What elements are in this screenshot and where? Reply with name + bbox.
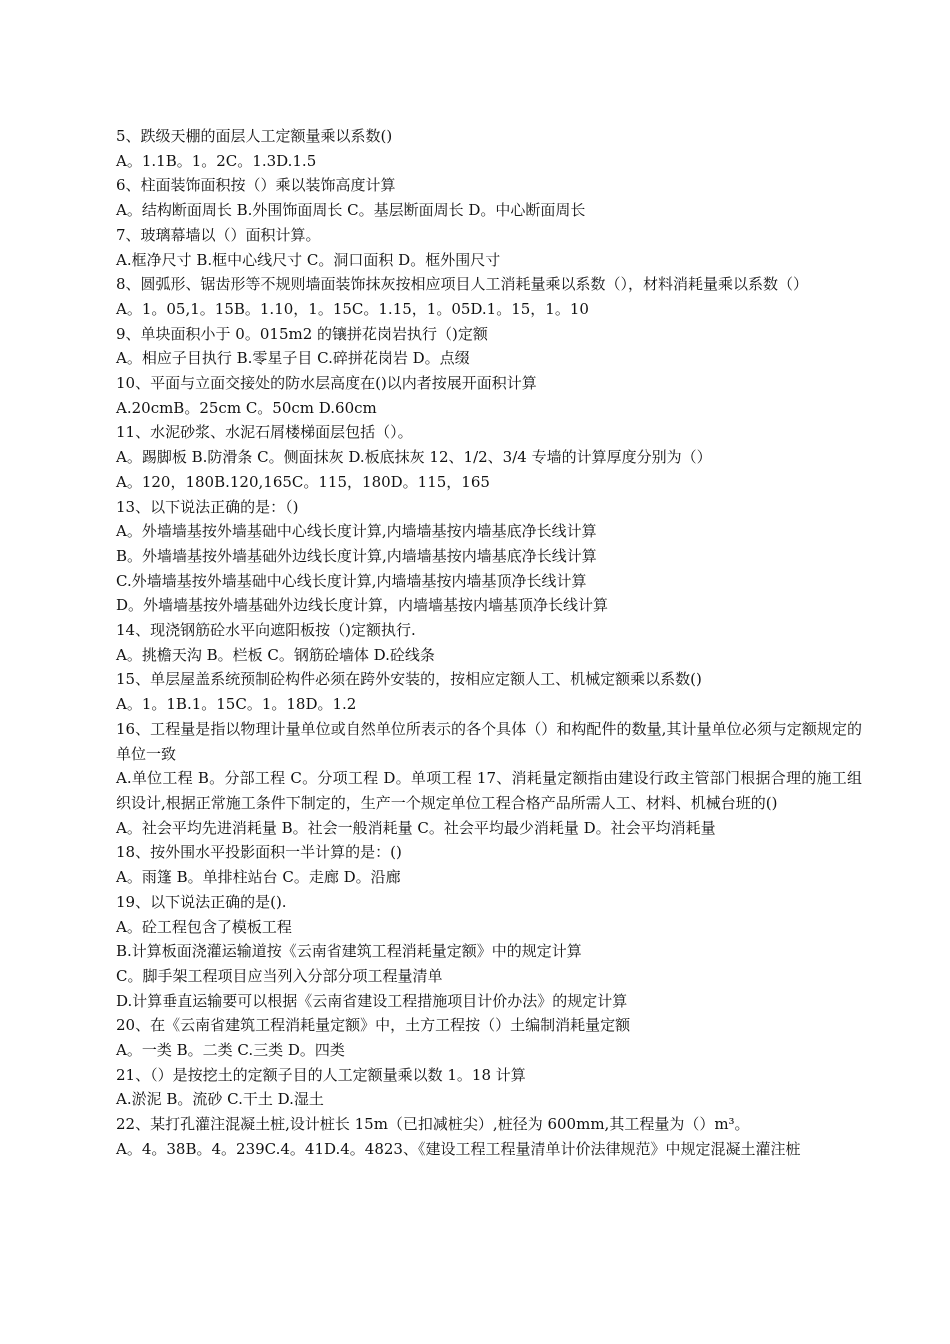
question-19: 19、以下说法正确的是(). — [116, 892, 287, 911]
answer-options-17: A。社会平均先进消耗量 B。社会一般消耗量 C。社会平均最少消耗量 D。社会平均消耗量 — [116, 818, 716, 837]
question-16: 16、工程量是指以物理计量单位或自然单位所表示的各个具体（）和构配件的数量,其计量单位必须与定额规定的单位一致 — [116, 719, 862, 763]
answer-options-11-question-12: A。踢脚板 B.防滑条 C。侧面抹灰 D.板底抹灰 12、1/2、3/4 专墙的计算厚度分别为（） — [116, 448, 712, 467]
answer-options-6: A。结构断面周长 B.外围饰面周长 C。基层断面周长 D。中心断面周长 — [116, 201, 586, 220]
answer-option-19a: A。砼工程包含了模板工程 — [116, 917, 292, 936]
question-6: 6、柱面装饰面积按（）乘以装饰高度计算 — [116, 176, 396, 195]
answer-options-10: A.20cmB。25cm C。50cm D.60cm — [116, 398, 377, 417]
answer-option-19c: C。脚手架工程项目应当列入分部分项工程量清单 — [116, 966, 443, 985]
answer-options-14: A。挑檐天沟 B。栏板 C。钢筋砼墙体 D.砼线条 — [116, 645, 435, 664]
answer-option-13a: A。外墙墙基按外墙基础中心线长度计算,内墙墙基按内墙基底净长线计算 — [116, 522, 597, 541]
question-21: 21、（）是按挖土的定额子目的人工定额量乘以数 1。18 计算 — [116, 1065, 526, 1084]
answer-options-8: A。1。05,1。15B。1.10，1。15C。1.15，1。05D.1。15，1。10 — [116, 299, 589, 318]
question-11: 11、水泥砂浆、水泥石屑楼梯面层包括（）。 — [116, 423, 413, 442]
answer-options-16-question-17: A.单位工程 B。分部工程 C。分项工程 D。单项工程 17、消耗量定额指由建设行政主管部门根据合理的施工组织设计,根据正常施工条件下制定的，生产一个规定单位工程合格产品所需人工、材料、机械台班的() — [116, 769, 862, 812]
question-8: 8、圆弧形、锯齿形等不规则墙面装饰抹灰按相应项目人工消耗量乘以系数（），材料消耗量乘以系数（） — [116, 275, 809, 294]
answer-options-21: A.淤泥 B。流砂 C.干土 D.湿土 — [116, 1090, 324, 1109]
answer-options-12: A。120，180B.120,165C。115，180D。115，165 — [116, 472, 490, 491]
question-5: 5、跌级天棚的面层人工定额量乘以系数() — [116, 127, 393, 145]
question-20: 20、在《云南省建筑工程消耗量定额》中，土方工程按（）土编制消耗量定额 — [116, 1016, 631, 1035]
question-18: 18、按外围水平投影面积一半计算的是：() — [116, 843, 402, 862]
answer-option-19d: D.计算垂直运输要可以根据《云南省建设工程措施项目计价办法》的规定计算 — [116, 991, 628, 1010]
question-9: 9、单块面积小于 0。015m2 的镶拼花岗岩执行（)定额 — [116, 324, 488, 343]
question-7: 7、玻璃幕墙以（）面积计算。 — [116, 225, 321, 244]
answer-option-13b: B。外墙墙基按外墙基础外边线长度计算,内墙墙基按内墙基底净长线计算 — [116, 546, 597, 565]
answer-option-19b: B.计算板面浇灌运输道按《云南省建筑工程消耗量定额》中的规定计算 — [116, 942, 582, 961]
answer-options-9: A。相应子目执行 B.零星子目 C.碎拼花岗岩 D。点缀 — [116, 349, 470, 368]
question-14: 14、现浇钢筋砼水平向遮阳板按（)定额执行. — [116, 621, 416, 640]
answer-options-22-question-23: A。4。38B。4。239C.4。41D.4。4823、《建设工程工程量清单计价法律规范》中规定混凝土灌注桩 — [116, 1139, 801, 1158]
answer-options-18: A。雨篷 B。单排柱站台 C。走廊 D。沿廊 — [116, 868, 401, 887]
answer-options-20: A。一类 B。二类 C.三类 D。四类 — [116, 1041, 345, 1060]
question-13: 13、以下说法正确的是：（) — [116, 497, 299, 516]
question-10: 10、平面与立面交接处的防水层高度在()以内者按展开面积计算 — [116, 374, 537, 393]
answer-options-15: A。1。1B.1。15C。1。18D。1.2 — [116, 695, 357, 714]
answer-option-13c: C.外墙墙基按外墙基础中心线长度计算,内墙墙基按内墙基顶净长线计算 — [116, 571, 587, 590]
answer-option-13d: D。外墙墙基按外墙基础外边线长度计算，内墙墙基按内墙基顶净长线计算 — [116, 596, 609, 615]
question-22: 22、某打孔灌注混凝土桩,设计桩长 15m（已扣减桩尖）,桩径为 600mm,其工程量为（）m³。 — [116, 1115, 750, 1134]
answer-options-7: A.框净尺寸 B.框中心线尺寸 C。洞口面积 D。框外围尺寸 — [116, 250, 501, 269]
document-body — [116, 124, 862, 1162]
question-15: 15、单层屋盖系统预制砼构件必须在跨外安装的，按相应定额人工、机械定额乘以系数() — [116, 670, 702, 689]
answer-options-5: A。1.1B。1。2C。1.3D.1.5 — [116, 151, 317, 170]
